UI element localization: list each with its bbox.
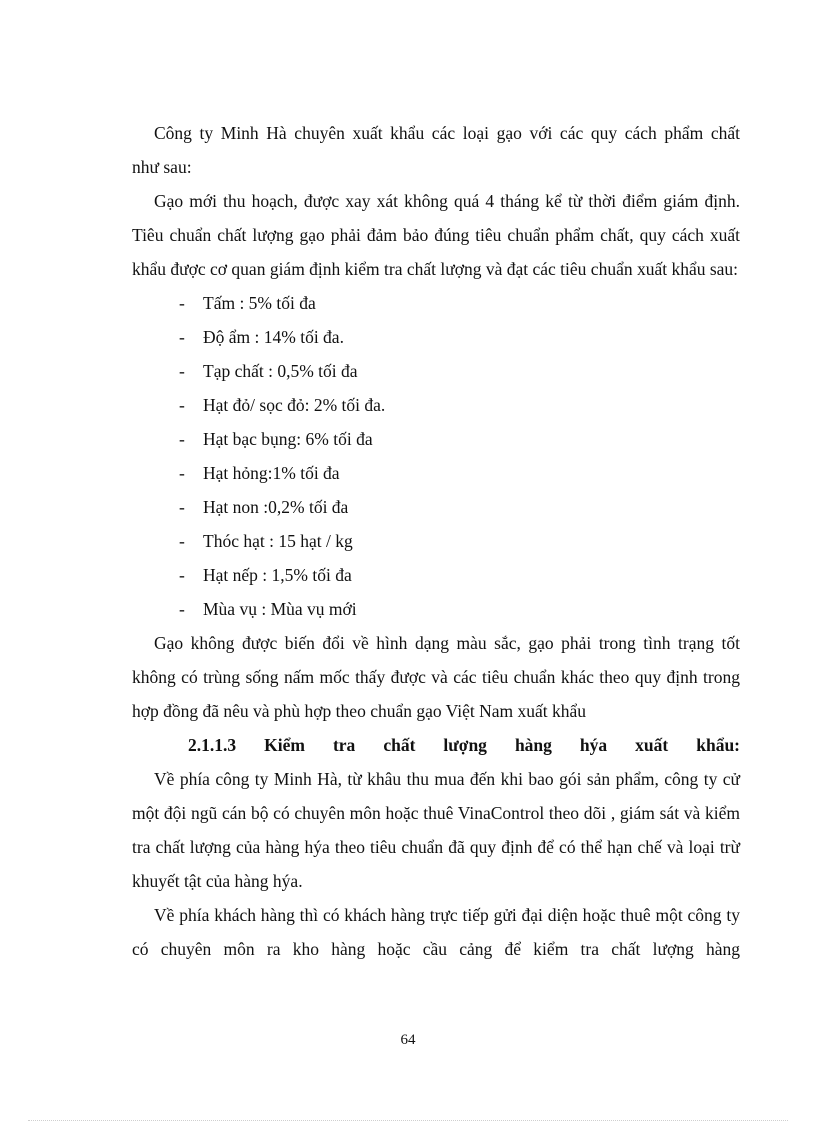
- bullet-dash: -: [179, 327, 185, 347]
- bullet-dash: -: [179, 599, 185, 619]
- section-heading: 2.1.1.3 Kiểm tra chất lượng hàng hýa xuất khẩu:: [188, 735, 740, 755]
- document-body: [132, 116, 740, 966]
- list-item: [179, 558, 740, 592]
- list-item-text: Tạp chất : 0,5% tối đa: [203, 361, 358, 381]
- standards-list: [132, 286, 740, 626]
- company-paragraph: Về phía công ty Minh Hà, từ khâu thu mua đến khi bao gói sản phẩm, công ty cử một đội ngũ cán bộ có chuyên môn hoặc thuê VinaControl theo dõi , giám sát và kiểm tra chất lượng của hàng hýa theo tiêu chuẩn đã quy định để có thể hạn chế và loại trừ khuyết tật của hàng hýa.: [132, 769, 740, 891]
- list-item-text: Hạt hỏng:1% tối đa: [203, 463, 340, 483]
- bullet-dash: -: [179, 463, 185, 483]
- list-item: [179, 320, 740, 354]
- bullet-dash: -: [179, 395, 185, 415]
- list-item-text: Hạt non :0,2% tối đa: [203, 497, 349, 517]
- list-item: [179, 422, 740, 456]
- bullet-dash: -: [179, 293, 185, 313]
- bullet-dash: -: [179, 361, 185, 381]
- customer-paragraph: Về phía khách hàng thì có khách hàng trực tiếp gửi đại diện hoặc thuê một công ty có chuyên môn ra kho hàng hoặc cầu cảng để kiểm tra chất lượng hàng: [132, 905, 740, 959]
- bullet-dash: -: [179, 565, 185, 585]
- list-item-text: Thóc hạt : 15 hạt / kg: [203, 531, 353, 551]
- quality-paragraph: Gạo mới thu hoạch, được xay xát không quá 4 tháng kể từ thời điểm giám định. Tiêu chuẩn chất lượng gạo phải đảm bảo đúng tiêu chuẩn phẩm chất, quy cách xuất khẩu được cơ quan giám định kiểm tra chất lượng và đạt các tiêu chuẩn xuất khẩu sau:: [132, 191, 740, 279]
- bullet-dash: -: [179, 429, 185, 449]
- condition-paragraph: Gạo không được biến đổi về hình dạng màu sắc, gạo phải trong tình trạng tốt không có trùng sống nấm mốc thấy được và các tiêu chuẩn khác theo quy định trong hợp đồng đã nêu và phù hợp theo chuẩn gạo Việt Nam xuất khẩu: [132, 633, 740, 721]
- footer-divider: [28, 1120, 788, 1121]
- bullet-dash: -: [179, 531, 185, 551]
- intro-line-1: Công ty Minh Hà chuyên xuất khẩu các loại gạo với các quy cách phẩm chất: [154, 123, 740, 143]
- list-item: [179, 286, 740, 320]
- list-item-text: Mùa vụ : Mùa vụ mới: [203, 599, 357, 619]
- list-item-text: Hạt đỏ/ sọc đỏ: 2% tối đa.: [203, 395, 386, 415]
- list-item: [179, 490, 740, 524]
- page-number: 64: [400, 1032, 416, 1048]
- intro-line-2: như sau:: [132, 157, 192, 177]
- list-item: [179, 354, 740, 388]
- list-item: [179, 388, 740, 422]
- list-item-text: Hạt bạc bụng: 6% tối đa: [203, 429, 373, 449]
- list-item-text: Tấm : 5% tối đa: [203, 293, 316, 313]
- list-item: [179, 592, 740, 626]
- list-item-text: Độ ẩm : 14% tối đa.: [203, 327, 344, 347]
- list-item: [179, 524, 740, 558]
- bullet-dash: -: [179, 497, 185, 517]
- list-item-text: Hạt nếp : 1,5% tối đa: [203, 565, 352, 585]
- list-item: [179, 456, 740, 490]
